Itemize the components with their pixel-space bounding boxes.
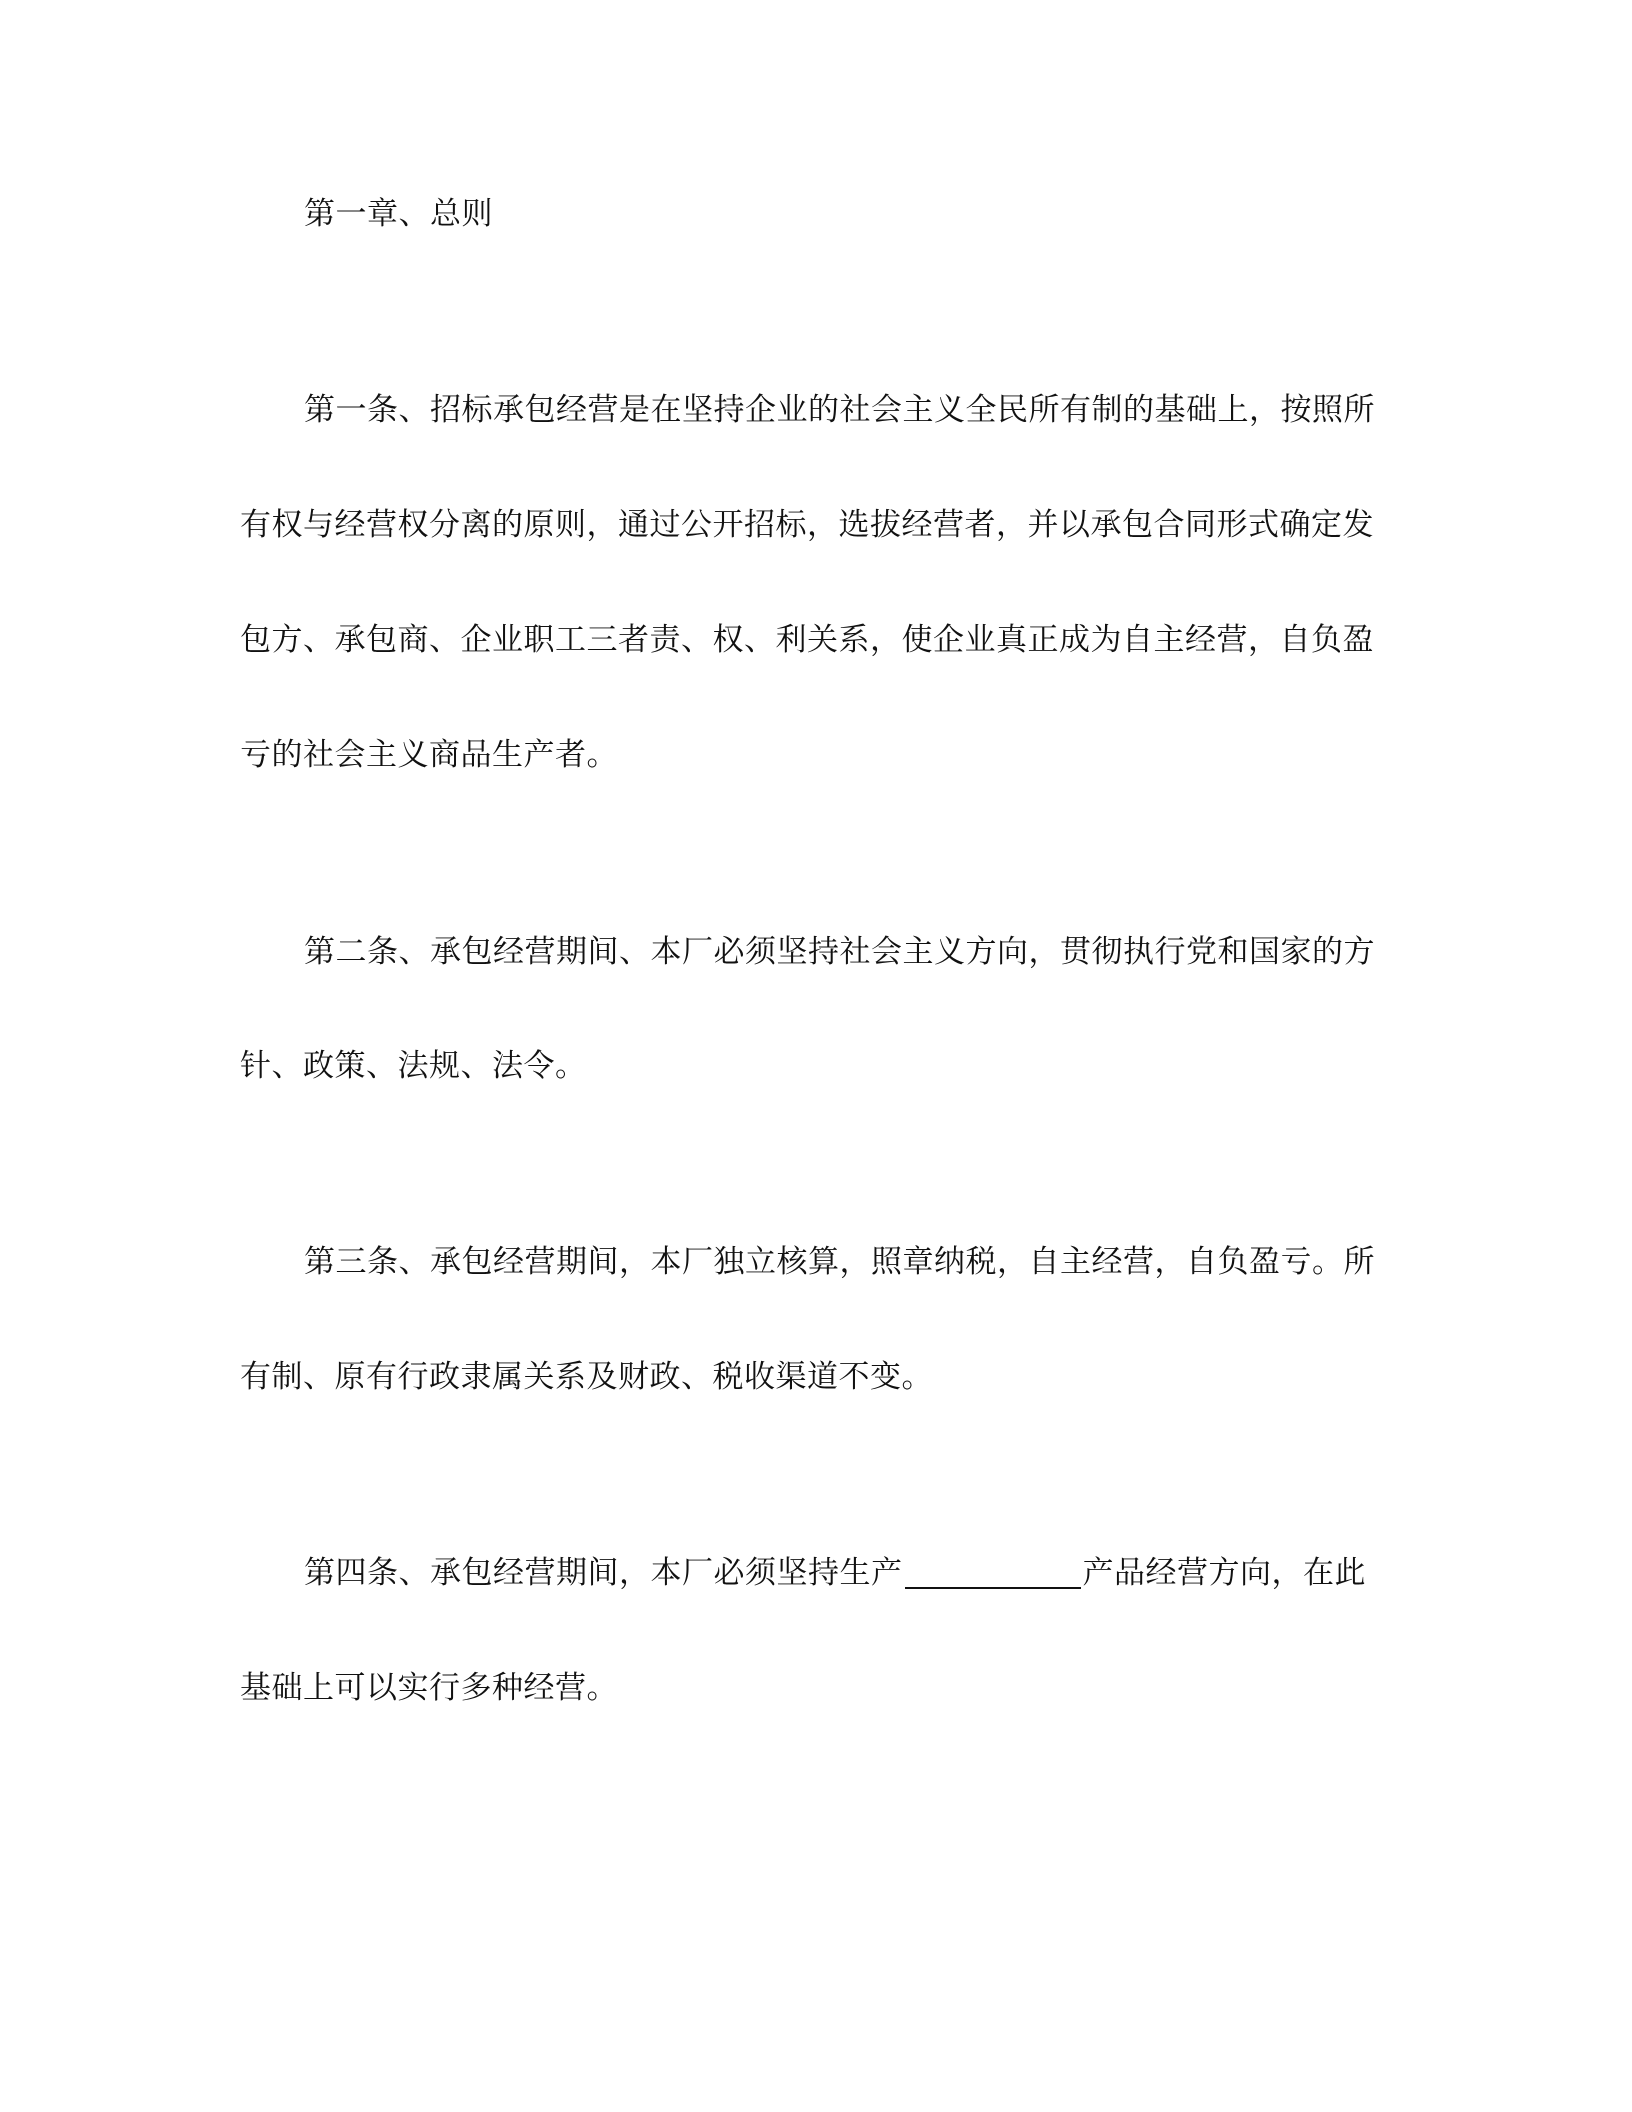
article-3-line-1: 第三条、承包经营期间，本厂独立核算，照章纳税，自主经营，自负盈亏。所 <box>304 1244 1375 1280</box>
fill-in-blank-line[interactable] <box>905 1557 1081 1589</box>
article-4-text-before-blank: 第四条、承包经营期间，本厂必须坚持生产 <box>304 1555 903 1591</box>
article-4-line-2: 基础上可以实行多种经营。 <box>240 1670 618 1706</box>
article-1-line-2: 有权与经营权分离的原则，通过公开招标，选拔经营者，并以承包合同形式确定发 <box>240 507 1374 543</box>
article-4-text-after-blank: 产品经营方向，在此 <box>1082 1555 1366 1591</box>
article-1-line-4: 亏的社会主义商品生产者。 <box>240 737 618 773</box>
article-2-line-1: 第二条、承包经营期间、本厂必须坚持社会主义方向，贯彻执行党和国家的方 <box>304 934 1375 970</box>
article-3-line-2: 有制、原有行政隶属关系及财政、税收渠道不变。 <box>240 1359 933 1395</box>
chapter-title: 第一章、总则 <box>304 196 493 232</box>
article-1-line-1: 第一条、招标承包经营是在坚持企业的社会主义全民所有制的基础上，按照所 <box>304 392 1375 428</box>
article-2-line-2: 针、政策、法规、法令。 <box>240 1048 587 1084</box>
article-4-line-1 <box>304 1553 1454 1593</box>
article-1-line-3: 包方、承包商、企业职工三者责、权、利关系，使企业真正成为自主经营，自负盈 <box>240 622 1374 658</box>
